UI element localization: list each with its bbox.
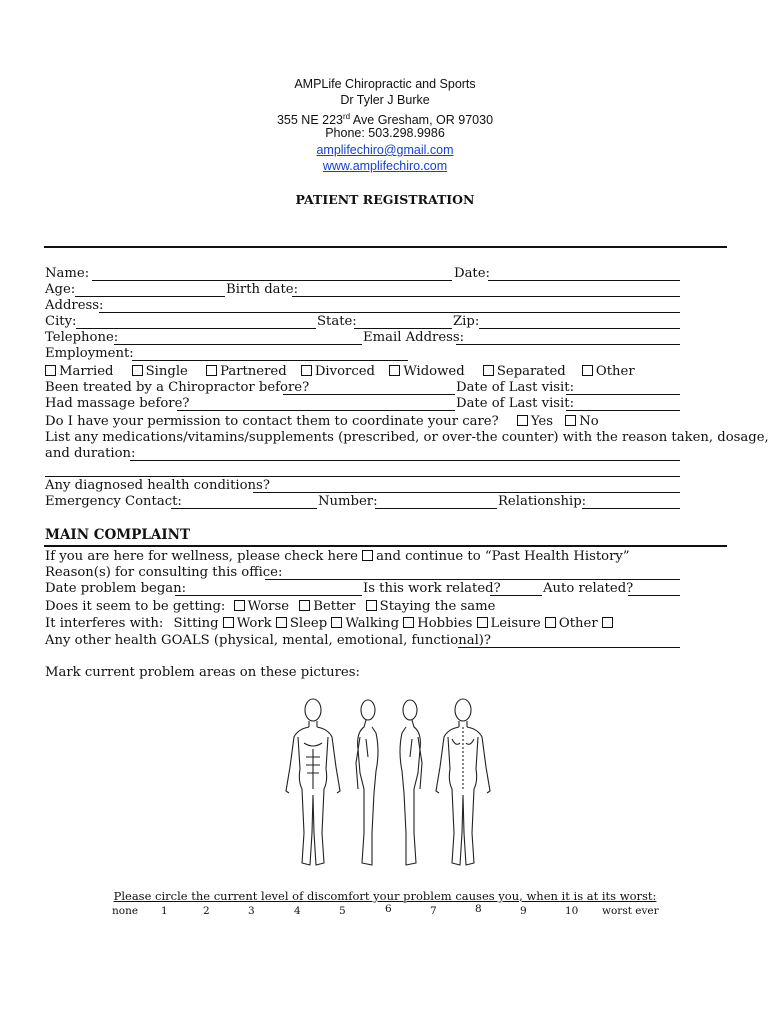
main-complaint-heading: MAIN COMPLAINT — [45, 527, 191, 543]
checkbox-icon[interactable] — [565, 415, 576, 426]
goals-field[interactable] — [458, 647, 680, 648]
discomfort-none-label: none — [112, 905, 139, 917]
discomfort-level-2[interactable]: 2 — [203, 905, 210, 917]
chiro-before-field[interactable] — [283, 394, 455, 395]
checkbox-icon[interactable] — [299, 600, 310, 611]
birth-date-field[interactable] — [292, 296, 680, 297]
telephone-label: Telephone: — [45, 330, 119, 345]
interferes-option-work[interactable]: Work — [237, 616, 290, 631]
clinic-phone: Phone: 503.298.9986 — [325, 126, 445, 140]
discomfort-level-3[interactable]: 3 — [248, 905, 255, 917]
body-side-figure[interactable] — [356, 700, 378, 865]
checkbox-icon[interactable] — [582, 365, 593, 376]
work-related-field[interactable] — [490, 595, 542, 596]
name-label: Name: — [45, 266, 90, 281]
email-address-label: Email Address: — [363, 330, 465, 345]
body-front-figure[interactable] — [286, 699, 340, 865]
checkbox-icon[interactable] — [517, 415, 528, 426]
checkbox-icon[interactable] — [301, 365, 312, 376]
emergency-number-label: Number: — [318, 494, 378, 509]
wellness-label: If you are here for wellness, please check here — [45, 549, 363, 564]
marital-option-other[interactable]: Other — [582, 364, 635, 379]
marital-option-married[interactable]: Married — [45, 364, 113, 379]
date-began-field[interactable] — [175, 595, 362, 596]
getting-option-better[interactable]: Better — [299, 599, 355, 614]
marital-option-divorced[interactable]: Divorced — [301, 364, 375, 379]
massage-before-field[interactable] — [177, 410, 455, 411]
discomfort-level-9[interactable]: 9 — [520, 905, 527, 917]
relationship-label: Relationship: — [498, 494, 587, 509]
checkbox-icon[interactable] — [331, 617, 342, 628]
discomfort-level-4[interactable]: 4 — [294, 905, 301, 917]
checkbox-icon[interactable] — [366, 600, 377, 611]
medications-field[interactable] — [130, 460, 680, 461]
city-label: City: — [45, 314, 77, 329]
interferes-option-sleep[interactable]: Sleep — [290, 616, 346, 631]
checkbox-icon[interactable] — [206, 365, 217, 376]
main-complaint-divider — [44, 545, 727, 547]
address-suffix: rd — [343, 112, 351, 121]
state-label: State: — [317, 314, 357, 329]
address-field[interactable] — [99, 312, 680, 313]
permission-yes-option[interactable]: Yes — [517, 414, 553, 429]
medications-field-extra[interactable] — [45, 476, 680, 477]
marital-option-separated[interactable]: Separated — [483, 364, 566, 379]
interferes-option-leisure[interactable]: Leisure — [491, 616, 559, 631]
marital-option-partnered[interactable]: Partnered — [206, 364, 287, 379]
getting-option-same[interactable]: Staying the same — [366, 599, 496, 614]
interferes-label: It interferes with: — [45, 616, 164, 631]
address-street: Ave Gresham, OR 97030 — [350, 113, 494, 128]
emergency-number-field[interactable] — [375, 508, 497, 509]
address-label: Address: — [45, 298, 104, 313]
checkbox-icon[interactable] — [545, 617, 556, 628]
clinic-website-link[interactable]: www.amplifechiro.com — [322, 159, 448, 173]
discomfort-level-6[interactable]: 6 — [385, 903, 392, 915]
checkbox-icon[interactable] — [389, 365, 400, 376]
permission-question: Do I have your permission to contact them to coordinate your care? — [45, 414, 499, 429]
clinic-email-link[interactable]: amplifechiro@gmail.com — [316, 143, 454, 157]
auto-related-field[interactable] — [628, 595, 680, 596]
discomfort-level-7[interactable]: 7 — [430, 905, 437, 917]
interferes-option-hobbies[interactable]: Hobbies — [417, 616, 490, 631]
discomfort-level-1[interactable]: 1 — [161, 905, 168, 917]
employment-field[interactable] — [132, 360, 408, 361]
emergency-contact-field[interactable] — [171, 508, 317, 509]
massage-last-visit-label: Date of Last visit: — [456, 396, 575, 411]
address-number: 355 NE 223 — [276, 113, 343, 128]
wellness-checkbox[interactable] — [362, 550, 373, 561]
header-divider — [44, 246, 727, 248]
reason-label: Reason(s) for consulting this office: — [45, 565, 283, 580]
name-field[interactable] — [92, 280, 452, 281]
checkbox-icon[interactable] — [276, 617, 287, 628]
massage-before-label: Had massage before? — [45, 396, 190, 411]
checkbox-icon[interactable] — [45, 365, 56, 376]
age-field[interactable] — [75, 296, 225, 297]
goals-label: Any other health GOALS (physical, mental, emotional, functional)? — [45, 633, 491, 648]
checkbox-icon[interactable] — [403, 617, 414, 628]
interferes-row — [45, 616, 616, 632]
date-began-label: Date problem began: — [45, 581, 187, 596]
medications-duration-label: and duration: — [45, 446, 136, 461]
getting-option-worse[interactable]: Worse — [234, 599, 289, 614]
emergency-contact-label: Emergency Contact: — [45, 494, 182, 509]
clinic-name: AMPLife Chiropractic and Sports — [294, 77, 476, 91]
discomfort-worst-label: worst ever — [602, 905, 659, 917]
date-field[interactable] — [488, 280, 680, 281]
permission-row — [45, 414, 599, 430]
interferes-option-sitting[interactable]: Sitting — [174, 616, 237, 631]
discomfort-level-8[interactable]: 8 — [475, 903, 482, 915]
body-diagram[interactable] — [268, 693, 508, 873]
discomfort-level-5[interactable]: 5 — [339, 905, 346, 917]
doctor-name: Dr Tyler J Burke — [340, 93, 430, 107]
checkbox-icon[interactable] — [483, 365, 494, 376]
marital-status-options — [45, 364, 635, 380]
chiro-before-label: Been treated by a Chiropractor before? — [45, 380, 310, 395]
diagnosed-conditions-label: Any diagnosed health conditions? — [45, 478, 270, 493]
employment-label: Employment: — [45, 346, 134, 361]
discomfort-level-10[interactable]: 10 — [565, 905, 579, 917]
body-back-figure[interactable] — [436, 699, 490, 865]
checkbox-icon[interactable] — [223, 617, 234, 628]
massage-last-visit-field[interactable] — [566, 410, 680, 411]
permission-no-option[interactable]: No — [565, 414, 598, 429]
city-field[interactable] — [76, 328, 316, 329]
interferes-option-other[interactable]: Other — [559, 616, 616, 631]
getting-label: Does it seem to be getting: — [45, 599, 226, 614]
marital-option-single[interactable]: Single — [132, 364, 188, 379]
marital-option-widowed[interactable]: Widowed — [389, 364, 464, 379]
medications-label: List any medications/vitamins/supplements (prescribed, or over-the counter) with the reason taken, dosage, — [45, 430, 769, 445]
chiro-last-visit-label: Date of Last visit: — [456, 380, 575, 395]
reason-field[interactable] — [265, 579, 680, 580]
checkbox-icon[interactable] — [132, 365, 143, 376]
state-field[interactable] — [354, 328, 452, 329]
relationship-field[interactable] — [582, 508, 680, 509]
telephone-field[interactable] — [114, 344, 362, 345]
interferes-option-walking[interactable]: Walking — [345, 616, 417, 631]
chiro-last-visit-field[interactable] — [566, 394, 680, 395]
auto-related-label: Auto related? — [543, 581, 634, 596]
wellness-row — [45, 549, 630, 565]
body-side-back-figure[interactable] — [400, 700, 422, 865]
wellness-continue-label: and continue to “Past Health History” — [376, 549, 630, 564]
checkbox-icon[interactable] — [477, 617, 488, 628]
zip-label: Zip: — [453, 314, 480, 329]
zip-field[interactable] — [479, 328, 680, 329]
checkbox-icon[interactable] — [234, 600, 245, 611]
birth-date-label: Birth date: — [226, 282, 299, 297]
page-title: PATIENT REGISTRATION — [295, 192, 475, 207]
email-address-field[interactable] — [456, 344, 680, 345]
date-label: Date: — [454, 266, 490, 281]
diagnosed-conditions-field[interactable] — [253, 492, 680, 493]
getting-row — [45, 599, 495, 615]
age-label: Age: — [45, 282, 76, 297]
checkbox-icon[interactable] — [602, 617, 613, 628]
mark-problem-areas-label: Mark current problem areas on these pictures: — [45, 665, 360, 680]
work-related-label: Is this work related? — [363, 581, 501, 596]
discomfort-prompt: Please circle the current level of discomfort your problem causes you, when it is at its worst: — [113, 889, 657, 903]
